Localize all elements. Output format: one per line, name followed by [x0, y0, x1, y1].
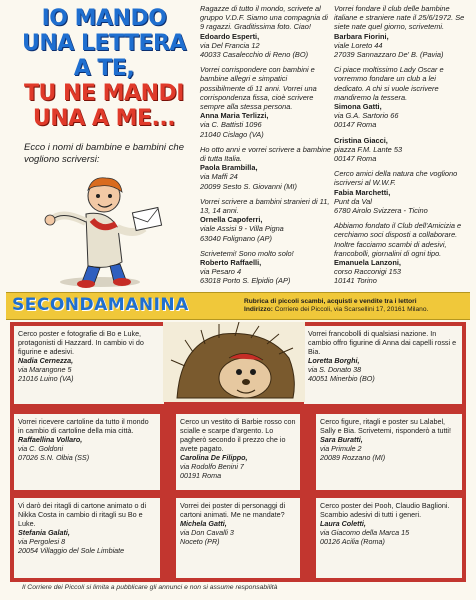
letter-address: 20099 Sesto S. Giovanni (MI)	[200, 181, 297, 191]
ad-address: 20054 Villaggio del Sole Limbiate	[18, 546, 125, 555]
headline-line-1: IO MANDO	[41, 6, 167, 31]
ad-card	[14, 498, 160, 578]
letter-name: Anna Maria Terlizzi,	[200, 111, 269, 121]
letters-column-right	[334, 4, 466, 292]
ad-card	[316, 414, 462, 490]
letter-message: Ci piace moltissimo Lady Oscar e vorremmo fondare un club a lei dedicato. A chi si vuole iscrivere mandiremo la tessera.	[334, 65, 444, 102]
ad-card	[14, 414, 160, 490]
secondamanina-title: SECONDAMANINA	[12, 295, 189, 315]
ad-message: Cerco poster e fotografie di Bo e Luke, protagonisti di Hazzard. In cambio vi do figurine e adesivi.	[18, 329, 144, 356]
ad-address: via Giacomo della Marca 15	[320, 528, 410, 537]
letter-address: corso Racconigi 153	[334, 267, 401, 277]
headline-line-5: UNA A ME...	[32, 106, 176, 131]
ad-address: 00126 Acilia (Roma)	[320, 537, 385, 546]
ad-address: via Primule 2	[320, 444, 362, 453]
letter-address: Punt da Val	[334, 196, 372, 206]
letter-item	[200, 249, 332, 286]
letter-address: 00147 Roma	[334, 154, 377, 164]
ad-message: Vorrei ricevere cartoline da tutto il mondo in cambio di cartoline della mia città.	[18, 417, 149, 435]
letter-address: 00147 Roma	[334, 120, 377, 130]
letter-address: via Del Francia 12	[200, 40, 260, 50]
letter-name: Ornella Capoferri,	[200, 215, 263, 225]
ad-card	[176, 498, 300, 578]
ad-address: 40051 Minerbio (BO)	[308, 374, 375, 383]
intro-text: Ecco i nomi di bambine e bambini che vogliono scriversi:	[24, 142, 185, 165]
letter-message: Abbiamo fondato il Club dell'Amicizia e cerchiamo soci disposti a collaborare. Inoltre facciamo scambi di adesivi, francobolli, giornalini di ogni tipo.	[334, 221, 462, 258]
ad-message: Cerco figure, ritagli e poster su Lalabel, Sally e Bia. Scrivetemi, risponderò a tutti!	[320, 417, 452, 435]
letter-name: Cristina Giacci,	[334, 135, 388, 145]
headline	[14, 6, 194, 131]
letter-message: Vorrei corrispondere con bambini e bambine allegri e simpatici possibilmente di 11 anni. Vorrei una corrispondenza fissa, cioè scrivere sempre alla stessa persona.	[200, 65, 317, 112]
letter-address: viale Assisi 9 - Villa Pigna	[200, 224, 284, 234]
ad-address: 21016 Luino (VA)	[18, 374, 74, 383]
letter-message: Scrivetemi! Sono molto solo!	[200, 248, 294, 258]
ad-name: Nadia Cernezza,	[18, 356, 74, 365]
letter-message: Ragazze di tutto il mondo, scrivete al gruppo V.D.F. Siamo una compagnia di 9 ragazzi. Graditissima foto. Ciao!	[200, 4, 328, 32]
letter-name: Barbara Fiorini,	[334, 31, 389, 41]
ad-name: Sara Buratti,	[320, 435, 363, 444]
secondamanina-address-label: Indirizzo:	[244, 306, 273, 314]
secondamanina-address: Corriere dei Piccoli, via Scarsellini 17, 20161 Milano.	[274, 306, 429, 314]
ad-name: Laura Coletti,	[320, 519, 366, 528]
headline-line-4: TU NE MANDI	[24, 81, 184, 106]
letter-item	[200, 197, 332, 243]
letter-item	[334, 136, 466, 164]
ad-card	[176, 414, 300, 490]
headline-line-3: A TE,	[73, 56, 135, 81]
ad-name: Stefania Galati,	[18, 528, 70, 537]
letters-column-left	[200, 4, 332, 292]
ad-name: Raffaellina Vollaro,	[18, 435, 83, 444]
ad-address: via Pergolesi 8	[18, 537, 66, 546]
letter-item	[200, 145, 332, 191]
letter-address: piazza F.M. Lante 53	[334, 144, 403, 154]
ad-message: Vorrei dei poster di personaggi di cartoni animati. Me ne mandate?	[180, 501, 286, 519]
letter-name: Simona Gatti,	[334, 102, 382, 112]
ad-address: Noceto (PR)	[180, 537, 220, 546]
ad-address: 00191 Roma	[180, 471, 222, 480]
letter-item	[334, 65, 466, 129]
ad-card	[304, 326, 462, 404]
letter-item	[334, 169, 466, 215]
ad-address: via Don Cavalli 3	[180, 528, 234, 537]
letter-address: via G.A. Sartorio 66	[334, 111, 399, 121]
letter-item	[334, 221, 466, 285]
headline-line-2: UNA LETTERA	[21, 31, 187, 56]
letter-name: Fabia Marchetti,	[334, 187, 391, 197]
ad-address: via Marangone 5	[18, 365, 72, 374]
ad-address: via S. Donato 38	[308, 365, 362, 374]
letter-address: via Maffi 24	[200, 172, 238, 182]
letter-address: 10141 Torino	[334, 276, 377, 286]
ad-name: Carolina De Filippo,	[180, 453, 248, 462]
mascot-illustration	[22, 170, 172, 290]
ad-name: Loretta Borghi,	[308, 356, 360, 365]
ad-name: Michela Gatti,	[180, 519, 227, 528]
letter-address: 40033 Casalecchio di Reno (BO)	[200, 50, 309, 60]
letter-address: viale Loreto 44	[334, 40, 383, 50]
ad-address: via Rodolfo Benini 7	[180, 462, 244, 471]
ad-address: 20089 Rozzano (MI)	[320, 453, 386, 462]
letter-message: Ho otto anni e vorrei scrivere a bambine di tutta Italia.	[200, 144, 332, 164]
letter-item	[200, 65, 332, 139]
letter-message: Cerco amici della natura che vogliono iscriversi al W.W.F.	[334, 169, 458, 188]
hedgehog-illustration	[163, 322, 305, 402]
letter-message: Vorrei scrivere a bambini stranieri di 11, 13, 14 anni.	[200, 196, 330, 216]
letter-name: Paola Brambilla,	[200, 163, 258, 173]
ad-card	[316, 498, 462, 578]
letter-address: 63018 Porto S. Elpidio (AP)	[200, 276, 291, 286]
letter-address: 21040 Cislago (VA)	[200, 129, 264, 139]
ad-message: Cerco poster dei Pooh, Claudio Baglioni. Scambio adesivi di tutti i generi.	[320, 501, 450, 519]
letter-item	[334, 4, 466, 59]
letter-address: 63040 Folignano (AP)	[200, 233, 272, 243]
letter-address: 6780 Airolo Svizzera - Ticino	[334, 206, 428, 216]
ad-message: Vorrei francobolli di qualsiasi nazione. In cambio offro figurine di Anna dai capelli rossi e Bia.	[308, 329, 457, 356]
ad-message: Cerco un vestito di Barbie rosso con scialle e scarpe d'argento. Lo pagherò secondo il prezzo che io avete pagato.	[180, 417, 296, 453]
secondamanina-banner	[6, 292, 470, 320]
letter-address: via Pesaro 4	[200, 267, 242, 277]
ad-address: 07026 S.N. Olbia (SS)	[18, 453, 90, 462]
letter-address: via C. Battisti 1096	[200, 120, 262, 130]
letter-message: Vorrei fondare il club delle bambine italiane e straniere nate il 25/6/1972. Se siete nate quel giorno, scrivetemi.	[334, 4, 465, 32]
letter-item	[200, 4, 332, 59]
secondamanina-description	[244, 298, 468, 315]
footer-disclaimer: Il Corriere dei Piccoli si limita a pubblicare gli annunci e non si assume responsabilità	[22, 584, 278, 591]
letter-name: Roberto Raffaelli,	[200, 258, 262, 268]
letter-name: Edoardo Esperti,	[200, 31, 260, 41]
secondamanina-desc-text: Rubrica di piccoli scambi, acquisti e vendite tra i lettori	[244, 298, 417, 305]
letter-address: 27039 Sannazzaro De' B. (Pavia)	[334, 50, 444, 60]
ad-message: Vi darò dei ritagli di cartone animato o di Nikka Costa in cambio di ritagli su Bo e Luke.	[18, 501, 147, 528]
ad-address: via C. Goldoni	[18, 444, 64, 453]
letter-name: Emanuela Lanzoni,	[334, 258, 401, 268]
ad-card	[14, 326, 164, 404]
